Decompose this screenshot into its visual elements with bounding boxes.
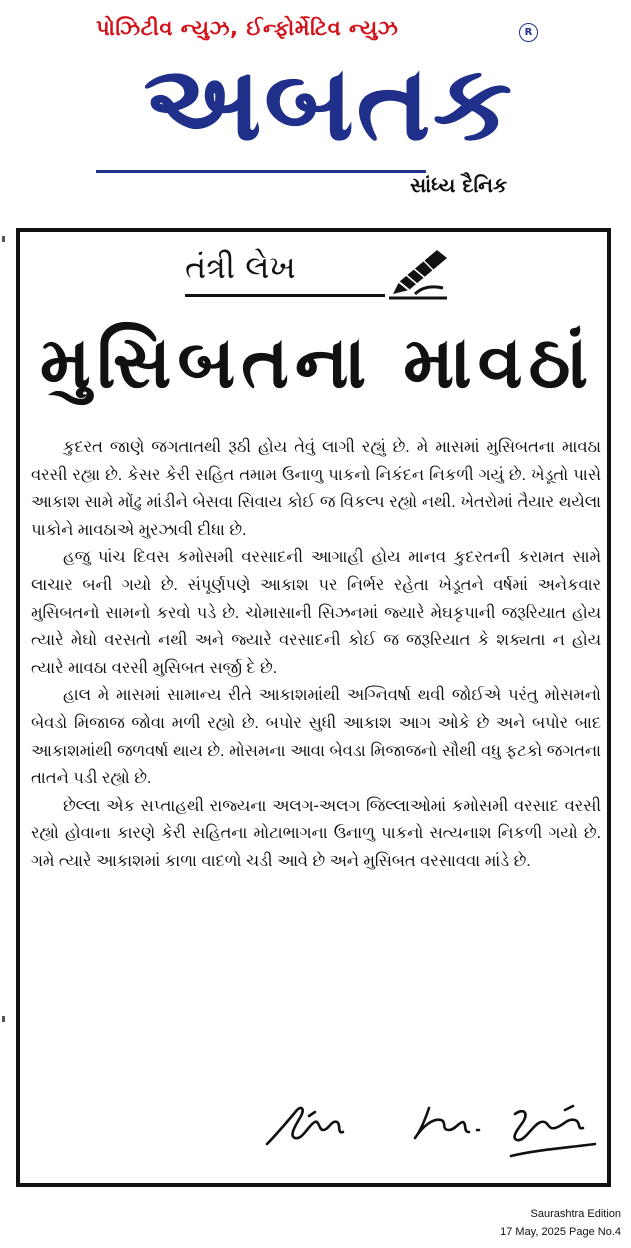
article-headline: મુસિબતના માવઠાં xyxy=(39,320,595,404)
edition-date-page: 17 May, 2025 Page No.4 xyxy=(500,1226,621,1238)
logo-underline xyxy=(96,170,426,173)
article-body xyxy=(31,434,601,876)
handwritten-signature xyxy=(265,1096,605,1166)
edition-subtitle: સાંધ્ય દૈનિક xyxy=(410,173,508,197)
pen-writing-icon xyxy=(385,244,455,304)
edition-info xyxy=(500,1205,621,1241)
tagline: પોઝિટીવ ન્યુઝ, ઈન્ફોર્મેટિવ ન્યુઝ xyxy=(96,16,399,40)
scan-mark xyxy=(2,1016,5,1022)
article-paragraph: હાલ મે માસમાં સામાન્ય રીતે આકાશમાંથી અગ્નિવર્ષા થવી જોઈએ પરંતુ મોસમનો બેવડો મિજાજ જોવા મળી રહ્યો છે. બપોર સુધી આકાશ આગ ઓકે છે અને બપોર બાદ આકાશમાંથી જળવર્ષા થાય છે. મોસમના આવા બેવડા મિજાજનો સૌથી વધુ ફટકો જગતના તાતને પડી રહ્યો છે. xyxy=(31,686,601,788)
newspaper-logo: અબતક xyxy=(143,42,515,164)
scan-mark xyxy=(2,236,5,242)
edition-name: Saurashtra Edition xyxy=(530,1208,621,1220)
registered-trademark-icon: R xyxy=(519,23,538,42)
masthead xyxy=(0,0,631,215)
column-label xyxy=(185,244,425,302)
column-label-underline xyxy=(185,294,385,297)
article-paragraph: છેલ્લા એક સપ્તાહથી રાજ્યના અલગ-અલગ જિલ્લાઓમાં કમોસમી વરસાદ વરસી રહ્યો હોવાના કારણે કેરી સહિતના મોટાભાગના ઉનાળુ પાકનો સત્યનાશ નિકળી ગયો છે. ગમે ત્યારે આકાશમાં કાળા વાદળો ચડી આવે છે અને મુસિબત વરસાવવા માંડે છે. xyxy=(31,796,601,870)
column-label-text: તંત્રી લેખ xyxy=(185,248,296,286)
article-paragraph: હજુ પાંચ દિવસ કમોસમી વરસાદની આગાહી હોય માનવ કુદરતની કરામત સામે લાચાર બની ગયો છે. સંપૂર્ણપણે આકાશ પર નિર્ભર રહેતા ખેડૂતને વર્ષમાં અનેકવાર મુસિબતનો સામનો કરવો પડે છે. ચોમાસાની સિઝનમાં જ્યારે મેઘકૃપાની જરૂરિયાત હોય ત્યારે મેઘો વરસતો નથી અને જ્યારે વરસાદની કોઈ જ જરૂરિયાત કે શક્યતા ન હોય ત્યારે માવઠા વરસી મુસિબત સર્જી દે છે. xyxy=(31,548,601,677)
article-paragraph: કુદરત જાણે જગતાતથી રૂઠી હોય તેવું લાગી રહ્યું છે. મે માસમાં મુસિબતના માવઠા વરસી રહ્યા છે. કેસર કેરી સહિત તમામ ઉનાળુ પાકનો નિકંદન નિકળી ગયું છે. ખેડૂતો પાસે આકાશ સામે મોંઢુ માંડીને બેસવા સિવાય કોઈ જ વિકલ્પ રહ્યો નથી. ખેતરોમાં તૈયાર થયેલા પાકોને માવઠાએ મુરઝાવી દીધા છે. xyxy=(31,438,601,539)
